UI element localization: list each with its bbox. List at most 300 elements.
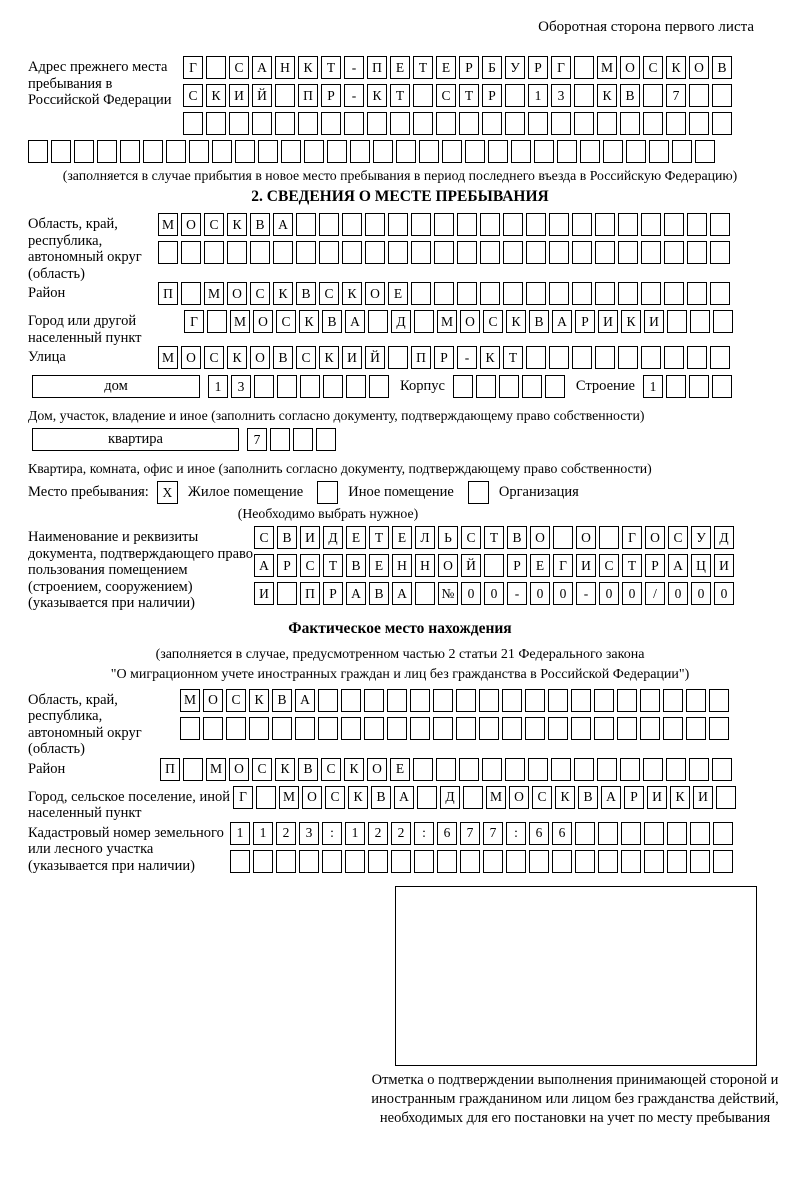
document-row-2 bbox=[254, 554, 737, 577]
document-label: Наименование и реквизиты документа, подтверждающего право пользования помещением (строением, сооружением) (указывается при наличии) bbox=[28, 529, 254, 611]
char-box: О bbox=[365, 282, 385, 305]
char-box bbox=[574, 84, 594, 107]
char-box bbox=[618, 241, 638, 264]
char-box: А bbox=[394, 786, 414, 809]
char-box bbox=[253, 850, 273, 873]
char-box bbox=[183, 758, 203, 781]
char-box bbox=[551, 112, 571, 135]
char-box: О bbox=[302, 786, 322, 809]
char-box bbox=[553, 526, 573, 549]
char-box: К bbox=[206, 84, 226, 107]
char-box: А bbox=[273, 213, 293, 236]
char-box bbox=[434, 282, 454, 305]
char-box bbox=[572, 213, 592, 236]
char-box bbox=[666, 758, 686, 781]
district-label: Район bbox=[28, 285, 66, 301]
char-box bbox=[396, 140, 416, 163]
char-box bbox=[499, 375, 519, 398]
char-box bbox=[572, 282, 592, 305]
char-box: М bbox=[158, 213, 178, 236]
char-box bbox=[316, 428, 336, 451]
char-box: К bbox=[342, 282, 362, 305]
char-box bbox=[226, 717, 246, 740]
char-box: 7 bbox=[460, 822, 480, 845]
char-box bbox=[620, 112, 640, 135]
char-box bbox=[276, 850, 296, 873]
char-box bbox=[505, 758, 525, 781]
document-row-3 bbox=[254, 582, 737, 605]
char-box bbox=[687, 241, 707, 264]
char-box bbox=[166, 140, 186, 163]
char-box bbox=[643, 84, 663, 107]
char-box bbox=[549, 282, 569, 305]
char-box bbox=[281, 140, 301, 163]
char-box bbox=[304, 140, 324, 163]
char-box bbox=[713, 850, 733, 873]
char-box: В bbox=[296, 282, 316, 305]
char-box: П bbox=[160, 758, 180, 781]
char-box: Т bbox=[459, 84, 479, 107]
checkbox-organization bbox=[468, 481, 489, 504]
char-box: У bbox=[505, 56, 525, 79]
char-box bbox=[463, 786, 483, 809]
char-box bbox=[479, 717, 499, 740]
char-box bbox=[298, 112, 318, 135]
char-box bbox=[368, 850, 388, 873]
char-box bbox=[664, 213, 684, 236]
char-box bbox=[433, 689, 453, 712]
char-box: 0 bbox=[622, 582, 642, 605]
char-box bbox=[687, 282, 707, 305]
char-box bbox=[572, 346, 592, 369]
char-box bbox=[528, 112, 548, 135]
char-box bbox=[456, 689, 476, 712]
actual-region-row-1 bbox=[180, 689, 732, 712]
char-box: М bbox=[204, 282, 224, 305]
document-field bbox=[28, 526, 772, 612]
char-box: К bbox=[506, 310, 526, 333]
char-box bbox=[687, 346, 707, 369]
char-box: 7 bbox=[666, 84, 686, 107]
char-box: С bbox=[483, 310, 503, 333]
char-box bbox=[689, 758, 709, 781]
char-box: Р bbox=[507, 554, 527, 577]
char-box: С bbox=[532, 786, 552, 809]
char-box: К bbox=[367, 84, 387, 107]
char-box bbox=[417, 786, 437, 809]
char-box bbox=[459, 758, 479, 781]
char-box: И bbox=[342, 346, 362, 369]
char-box: О bbox=[253, 310, 273, 333]
char-box: О bbox=[181, 213, 201, 236]
char-box: И bbox=[254, 582, 274, 605]
char-box: П bbox=[300, 582, 320, 605]
char-box bbox=[664, 346, 684, 369]
char-box: Г bbox=[551, 56, 571, 79]
char-box bbox=[713, 822, 733, 845]
char-box: И bbox=[300, 526, 320, 549]
char-box: Е bbox=[369, 554, 389, 577]
char-box: Р bbox=[459, 56, 479, 79]
char-box: О bbox=[576, 526, 596, 549]
char-box bbox=[252, 112, 272, 135]
char-box: В bbox=[529, 310, 549, 333]
corner-note: Оборотная сторона первого листа bbox=[538, 19, 754, 35]
char-box bbox=[272, 717, 292, 740]
char-box bbox=[181, 241, 201, 264]
char-box: К bbox=[275, 758, 295, 781]
char-box: М bbox=[180, 689, 200, 712]
char-box bbox=[597, 112, 617, 135]
char-box: А bbox=[345, 310, 365, 333]
char-box bbox=[595, 282, 615, 305]
char-box: Б bbox=[482, 56, 502, 79]
char-box bbox=[341, 689, 361, 712]
char-box bbox=[595, 213, 615, 236]
char-box bbox=[644, 850, 664, 873]
char-box bbox=[709, 689, 729, 712]
char-box bbox=[640, 717, 660, 740]
char-box: 0 bbox=[599, 582, 619, 605]
option-residential-label: Жилое помещение bbox=[187, 484, 304, 500]
char-box bbox=[275, 84, 295, 107]
char-box bbox=[342, 213, 362, 236]
actual-region-row-2 bbox=[180, 717, 732, 740]
char-box bbox=[643, 112, 663, 135]
char-box bbox=[367, 112, 387, 135]
char-box: С bbox=[276, 310, 296, 333]
city-field bbox=[28, 310, 772, 346]
char-box bbox=[710, 213, 730, 236]
char-box bbox=[180, 717, 200, 740]
char-box: С bbox=[643, 56, 663, 79]
char-box bbox=[488, 140, 508, 163]
actual-region-label: Область, край, республика, автономный округ (область) bbox=[28, 691, 142, 757]
char-box: К bbox=[344, 758, 364, 781]
char-box bbox=[545, 375, 565, 398]
char-box bbox=[456, 717, 476, 740]
char-box bbox=[641, 282, 661, 305]
char-box: Д bbox=[391, 310, 411, 333]
char-box: 0 bbox=[714, 582, 734, 605]
char-box bbox=[249, 717, 269, 740]
char-box bbox=[250, 241, 270, 264]
prev-address-row-3 bbox=[183, 112, 735, 135]
char-box bbox=[502, 717, 522, 740]
char-box bbox=[667, 310, 687, 333]
char-box: К bbox=[298, 56, 318, 79]
char-box: В bbox=[369, 582, 389, 605]
char-box bbox=[479, 689, 499, 712]
char-box bbox=[476, 375, 496, 398]
char-box: 0 bbox=[553, 582, 573, 605]
char-box bbox=[254, 375, 274, 398]
char-box bbox=[480, 282, 500, 305]
korpus-cells bbox=[453, 375, 568, 398]
char-box: 7 bbox=[483, 822, 503, 845]
char-box bbox=[663, 717, 683, 740]
char-box bbox=[617, 717, 637, 740]
char-box bbox=[621, 850, 641, 873]
char-box: В bbox=[371, 786, 391, 809]
char-box bbox=[571, 689, 591, 712]
char-box: В bbox=[712, 56, 732, 79]
char-box: С bbox=[319, 282, 339, 305]
char-box: Г bbox=[622, 526, 642, 549]
char-box: А bbox=[668, 554, 688, 577]
char-box: 6 bbox=[552, 822, 572, 845]
char-box: М bbox=[158, 346, 178, 369]
char-box: О bbox=[645, 526, 665, 549]
char-box bbox=[434, 213, 454, 236]
char-box bbox=[387, 689, 407, 712]
char-box: Т bbox=[622, 554, 642, 577]
char-box: Е bbox=[388, 282, 408, 305]
char-box: В bbox=[507, 526, 527, 549]
char-box: Г bbox=[184, 310, 204, 333]
char-box bbox=[502, 689, 522, 712]
char-box: А bbox=[254, 554, 274, 577]
house-note: Дом, участок, владение и иное (заполнить согласно документу, подтверждающему право собственности) bbox=[28, 408, 645, 423]
char-box: Н bbox=[415, 554, 435, 577]
char-box bbox=[411, 282, 431, 305]
char-box: М bbox=[437, 310, 457, 333]
actual-location-title: Фактическое место нахождения bbox=[288, 619, 512, 637]
char-box: К bbox=[319, 346, 339, 369]
char-box: И bbox=[693, 786, 713, 809]
char-box bbox=[28, 140, 48, 163]
char-box bbox=[484, 554, 504, 577]
char-box: О bbox=[227, 282, 247, 305]
char-box bbox=[230, 850, 250, 873]
char-box bbox=[525, 689, 545, 712]
char-box bbox=[621, 822, 641, 845]
char-box: А bbox=[392, 582, 412, 605]
char-box bbox=[181, 282, 201, 305]
char-box bbox=[666, 375, 686, 398]
char-box bbox=[207, 310, 227, 333]
prev-address-note: (заполняется в случае прибытия в новое место пребывания в период последнего въезда в Российскую Федерацию) bbox=[62, 168, 738, 183]
cadastral-label: Кадастровый номер земельного или лесного участка (указывается при наличии) bbox=[28, 824, 224, 874]
char-box bbox=[344, 112, 364, 135]
char-box: 6 bbox=[437, 822, 457, 845]
char-box bbox=[503, 241, 523, 264]
char-box bbox=[641, 241, 661, 264]
char-box: 1 bbox=[208, 375, 228, 398]
char-box bbox=[574, 112, 594, 135]
char-box bbox=[318, 689, 338, 712]
char-box bbox=[480, 241, 500, 264]
char-box bbox=[505, 84, 525, 107]
char-box: К bbox=[480, 346, 500, 369]
char-box bbox=[414, 310, 434, 333]
char-box bbox=[710, 241, 730, 264]
char-box bbox=[640, 689, 660, 712]
char-box bbox=[687, 213, 707, 236]
char-box bbox=[644, 822, 664, 845]
char-box: Т bbox=[323, 554, 343, 577]
char-box: Й bbox=[365, 346, 385, 369]
char-box: Ь bbox=[438, 526, 458, 549]
char-box: : bbox=[414, 822, 434, 845]
char-box: В bbox=[298, 758, 318, 781]
char-box bbox=[686, 717, 706, 740]
stay-type-label: Место пребывания: bbox=[28, 484, 149, 500]
char-box: С bbox=[461, 526, 481, 549]
char-box bbox=[413, 112, 433, 135]
char-box bbox=[506, 850, 526, 873]
char-box: - bbox=[344, 56, 364, 79]
char-box: Д bbox=[323, 526, 343, 549]
char-box bbox=[580, 140, 600, 163]
char-box: Р bbox=[321, 84, 341, 107]
char-box: А bbox=[601, 786, 621, 809]
char-box bbox=[595, 241, 615, 264]
char-box: П bbox=[367, 56, 387, 79]
char-box bbox=[548, 689, 568, 712]
char-box bbox=[346, 375, 366, 398]
char-box: Л bbox=[415, 526, 435, 549]
char-box bbox=[419, 140, 439, 163]
char-box: П bbox=[298, 84, 318, 107]
char-box: Й bbox=[252, 84, 272, 107]
char-box bbox=[229, 112, 249, 135]
char-box bbox=[526, 213, 546, 236]
char-box bbox=[690, 850, 710, 873]
house-number-cells bbox=[208, 375, 392, 398]
char-box: Т bbox=[413, 56, 433, 79]
char-box bbox=[318, 717, 338, 740]
char-box: А bbox=[346, 582, 366, 605]
cadastral-field bbox=[28, 822, 772, 878]
char-box bbox=[365, 241, 385, 264]
char-box bbox=[460, 850, 480, 873]
char-box bbox=[664, 241, 684, 264]
char-box bbox=[388, 346, 408, 369]
char-box bbox=[273, 241, 293, 264]
char-box bbox=[206, 56, 226, 79]
char-box: Г bbox=[233, 786, 253, 809]
char-box bbox=[277, 582, 297, 605]
confirmation-stamp-caption: Отметка о подтверждении выполнения принимающей стороной и иностранным гражданином или лицом без гражданства действий, необходимых для его постановки на учет по месту пребывания bbox=[371, 1071, 779, 1126]
char-box: К bbox=[666, 56, 686, 79]
char-box bbox=[690, 310, 710, 333]
char-box bbox=[183, 112, 203, 135]
char-box: Т bbox=[390, 84, 410, 107]
char-box: 2 bbox=[368, 822, 388, 845]
district-field bbox=[28, 282, 772, 310]
char-box bbox=[465, 140, 485, 163]
korpus-label: Корпус bbox=[400, 378, 445, 394]
char-box bbox=[410, 717, 430, 740]
char-box: 0 bbox=[484, 582, 504, 605]
char-box bbox=[413, 84, 433, 107]
char-box bbox=[482, 758, 502, 781]
char-box bbox=[549, 241, 569, 264]
document-rows bbox=[254, 526, 737, 610]
char-box bbox=[575, 850, 595, 873]
char-box bbox=[709, 717, 729, 740]
char-box bbox=[626, 140, 646, 163]
char-box: У bbox=[691, 526, 711, 549]
char-box: 0 bbox=[691, 582, 711, 605]
char-box: 1 bbox=[528, 84, 548, 107]
char-box bbox=[387, 717, 407, 740]
char-box bbox=[436, 758, 456, 781]
char-box: А bbox=[252, 56, 272, 79]
char-box: : bbox=[506, 822, 526, 845]
char-box bbox=[525, 717, 545, 740]
char-box: М bbox=[206, 758, 226, 781]
checkbox-residential: X bbox=[157, 481, 178, 504]
prev-address-label: Адрес прежнего места пребывания в Российской Федерации bbox=[28, 59, 172, 108]
char-box: С bbox=[254, 526, 274, 549]
char-box: : bbox=[322, 822, 342, 845]
char-box: 1 bbox=[253, 822, 273, 845]
char-box: В bbox=[272, 689, 292, 712]
char-box: О bbox=[530, 526, 550, 549]
char-box bbox=[459, 112, 479, 135]
char-box bbox=[557, 140, 577, 163]
char-box: Д bbox=[714, 526, 734, 549]
char-box bbox=[341, 717, 361, 740]
prev-address-row-4 bbox=[28, 140, 772, 163]
char-box: Р bbox=[645, 554, 665, 577]
char-box bbox=[690, 822, 710, 845]
char-box: В bbox=[620, 84, 640, 107]
char-box bbox=[689, 375, 709, 398]
char-box bbox=[342, 241, 362, 264]
char-box bbox=[574, 758, 594, 781]
char-box: О bbox=[689, 56, 709, 79]
char-box bbox=[511, 140, 531, 163]
char-box bbox=[712, 758, 732, 781]
char-box: В bbox=[277, 526, 297, 549]
char-box: Г bbox=[183, 56, 203, 79]
char-box bbox=[436, 112, 456, 135]
char-box: С bbox=[204, 213, 224, 236]
char-box bbox=[120, 140, 140, 163]
stay-type-hint: (Необходимо выбрать нужное) bbox=[237, 506, 419, 521]
char-box: 3 bbox=[299, 822, 319, 845]
city-label: Город или другой населенный пункт bbox=[28, 313, 142, 346]
char-box: О bbox=[181, 346, 201, 369]
char-box: Й bbox=[461, 554, 481, 577]
char-box bbox=[322, 850, 342, 873]
char-box bbox=[321, 112, 341, 135]
char-box bbox=[552, 850, 572, 873]
cadastral-rows bbox=[230, 822, 736, 878]
region-row-2 bbox=[158, 241, 733, 264]
char-box bbox=[618, 282, 638, 305]
char-box: С bbox=[252, 758, 272, 781]
char-box: Т bbox=[321, 56, 341, 79]
char-box: О bbox=[620, 56, 640, 79]
char-box bbox=[483, 850, 503, 873]
char-box bbox=[526, 346, 546, 369]
char-box: О bbox=[250, 346, 270, 369]
char-box: О bbox=[367, 758, 387, 781]
char-box: 6 bbox=[529, 822, 549, 845]
char-box bbox=[710, 346, 730, 369]
region-field bbox=[28, 213, 772, 282]
char-box bbox=[549, 346, 569, 369]
char-box: Е bbox=[392, 526, 412, 549]
checkbox-other-premises bbox=[317, 481, 338, 504]
char-box: С bbox=[436, 84, 456, 107]
actual-location-note-1: (заполняется в случае, предусмотренном частью 2 статьи 21 Федерального закона bbox=[155, 646, 645, 662]
char-box: С bbox=[229, 56, 249, 79]
